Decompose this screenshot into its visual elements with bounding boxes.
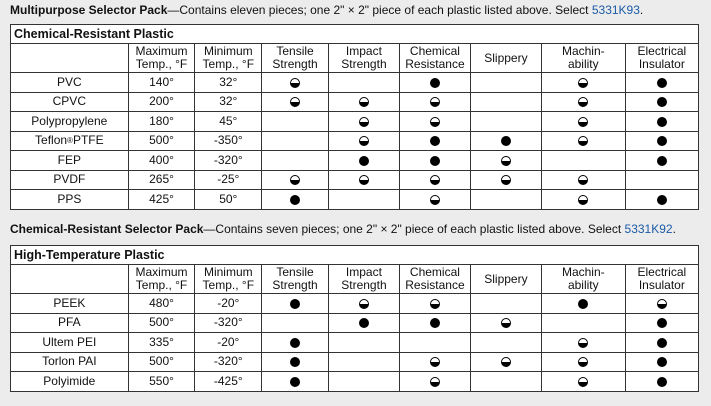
impact-mark [328, 313, 399, 333]
slippery-mark [470, 73, 541, 93]
header-line-1: Tensile [276, 44, 314, 58]
impact-mark [328, 372, 399, 392]
tensile-mark [262, 112, 329, 132]
header-line-1: Machin- [561, 265, 605, 279]
header-line-1: Electrical [637, 265, 687, 279]
tensile-mark [262, 372, 329, 392]
tensile-mark [262, 294, 329, 314]
chemical-mark [399, 294, 470, 314]
header-row [11, 44, 699, 73]
impact-mark [328, 190, 399, 210]
table-caption: Chemical-Resistant Plastic [11, 25, 699, 44]
min-temp: -320° [195, 313, 262, 333]
electrical-mark [625, 313, 698, 333]
slippery-header [470, 265, 541, 294]
tensile-mark [262, 352, 329, 372]
full-dot-icon [430, 136, 440, 146]
half-dot-icon [501, 318, 511, 328]
chemical-resistant-table [10, 24, 699, 210]
slippery-mark [470, 112, 541, 132]
registered-mark: ® [67, 136, 73, 146]
slippery-mark [470, 190, 541, 210]
header-line-1: Tensile [276, 265, 314, 279]
full-dot-icon [290, 299, 300, 309]
half-dot-icon [501, 175, 511, 185]
header-row [11, 265, 699, 294]
max-temp: 550° [128, 372, 195, 392]
plastic-name: PPS [11, 190, 129, 210]
header-line-1: Maximum [135, 265, 188, 279]
header-line-2: Strength [272, 57, 318, 71]
full-dot-icon [430, 318, 440, 328]
min-temp: 32° [195, 73, 262, 93]
table-row [11, 190, 699, 210]
half-dot-icon [359, 299, 369, 309]
chemical-mark [399, 131, 470, 151]
tensile-strength-header [262, 265, 329, 294]
header-line-2: Resistance [405, 57, 465, 71]
electrical-mark [625, 190, 698, 210]
plastic-name: PFA [11, 313, 129, 333]
max-temp-header [128, 265, 195, 294]
full-dot-icon [430, 156, 440, 166]
table-row [11, 294, 699, 314]
part-number-link[interactable]: 5331K93 [591, 3, 640, 17]
full-dot-icon [430, 78, 440, 88]
electrical-mark [625, 92, 698, 112]
machinability-mark [541, 131, 625, 151]
chemical-mark [399, 92, 470, 112]
header-line-2: Temp., °F [135, 278, 188, 292]
full-dot-icon [501, 136, 511, 146]
electrical-insulator-header [625, 265, 698, 294]
plastic-name-part: Teflon [35, 133, 68, 148]
machinability-mark [541, 170, 625, 190]
half-dot-icon [359, 117, 369, 127]
slippery-mark [470, 131, 541, 151]
table-row [11, 73, 699, 93]
part-number-link[interactable]: 5331K92 [624, 222, 673, 236]
table-row [11, 352, 699, 372]
impact-mark [328, 112, 399, 132]
half-dot-icon [578, 97, 588, 107]
tensile-mark [262, 92, 329, 112]
chemical-resistance-header [399, 265, 470, 294]
chemical-mark [399, 352, 470, 372]
slippery-mark [470, 92, 541, 112]
half-dot-icon [430, 195, 440, 205]
slippery-mark [470, 313, 541, 333]
half-dot-icon [290, 78, 300, 88]
full-dot-icon [657, 97, 667, 107]
table-row [11, 333, 699, 353]
machinability-mark [541, 190, 625, 210]
min-temp: -20° [195, 333, 262, 353]
plastic-name: FEP [11, 151, 129, 171]
header-line-1: Impact [345, 44, 382, 58]
header-line-2: Strength [341, 57, 387, 71]
full-dot-icon [657, 136, 667, 146]
max-temp: 335° [128, 333, 195, 353]
header-line-2: ability [567, 57, 599, 71]
electrical-mark [625, 73, 698, 93]
chemical-mark [399, 333, 470, 353]
half-dot-icon [359, 136, 369, 146]
machinability-mark [541, 112, 625, 132]
machinability-mark [541, 73, 625, 93]
min-temp: -425° [195, 372, 262, 392]
plastic-name: CPVC [11, 92, 129, 112]
min-temp-header [195, 265, 262, 294]
half-dot-icon [578, 195, 588, 205]
tensile-mark [262, 73, 329, 93]
min-temp: 45° [195, 112, 262, 132]
chemical-mark [399, 313, 470, 333]
table-row [11, 151, 699, 171]
electrical-mark [625, 352, 698, 372]
period: . [639, 3, 644, 17]
impact-mark [328, 151, 399, 171]
plastic-name: Torlon PAI [11, 352, 129, 372]
full-dot-icon [359, 156, 369, 166]
pack-description: —Contains eleven pieces; one 2" × 2" piece of each plastic listed above. Select [167, 3, 592, 17]
electrical-mark [625, 333, 698, 353]
plastic-name: PVDF [11, 170, 129, 190]
electrical-mark [625, 170, 698, 190]
machinability-mark [541, 352, 625, 372]
header-line-1: Chemical [409, 265, 460, 279]
header-line-2: Insulator [638, 57, 685, 71]
pack-title: Multipurpose Selector Pack [10, 3, 168, 17]
header-line-1: Impact [345, 265, 382, 279]
machinability-mark [541, 333, 625, 353]
table-row [11, 313, 699, 333]
full-dot-icon [657, 78, 667, 88]
slippery-mark [470, 170, 541, 190]
machinability-mark [541, 313, 625, 333]
header-line-1: Slippery [484, 50, 528, 65]
full-dot-icon [657, 117, 667, 127]
table-row [11, 372, 699, 392]
min-temp: -320° [195, 352, 262, 372]
header-line-2: ability [567, 278, 599, 292]
chemical-mark [399, 151, 470, 171]
header-line-1: Electrical [637, 44, 687, 58]
max-temp: 500° [128, 352, 195, 372]
header-line-2: Temp., °F [202, 278, 255, 292]
min-temp: 32° [195, 92, 262, 112]
plastic-name: Ultem PEI [11, 333, 129, 353]
max-temp: 480° [128, 294, 195, 314]
full-dot-icon [578, 299, 588, 309]
min-temp: -20° [195, 294, 262, 314]
header-line-2: Temp., °F [202, 57, 255, 71]
tensile-mark [262, 333, 329, 353]
half-dot-icon [578, 175, 588, 185]
max-temp: 140° [128, 73, 195, 93]
full-dot-icon [657, 156, 667, 166]
header-line-1: Maximum [135, 44, 188, 58]
max-temp-header [128, 44, 195, 73]
pack-title: Chemical-Resistant Selector Pack [10, 222, 204, 236]
table-row [11, 170, 699, 190]
selector-pack-note-2 [10, 222, 676, 236]
tensile-mark [262, 190, 329, 210]
electrical-mark [625, 372, 698, 392]
slippery-mark [470, 151, 541, 171]
plastic-name: PEEK [11, 294, 129, 314]
half-dot-icon [430, 377, 440, 387]
header-line-2: Strength [272, 278, 318, 292]
table-row [11, 131, 699, 151]
half-dot-icon [359, 175, 369, 185]
impact-mark [328, 352, 399, 372]
min-temp: 50° [195, 190, 262, 210]
machinability-mark [541, 151, 625, 171]
impact-strength-header [328, 44, 399, 73]
full-dot-icon [657, 377, 667, 387]
machinability-mark [541, 372, 625, 392]
chemical-mark [399, 73, 470, 93]
half-dot-icon [578, 377, 588, 387]
full-dot-icon [290, 195, 300, 205]
impact-mark [328, 333, 399, 353]
header-line-2: Temp., °F [135, 57, 188, 71]
tensile-mark [262, 313, 329, 333]
slippery-mark [470, 333, 541, 353]
impact-mark [328, 92, 399, 112]
chemical-mark [399, 372, 470, 392]
half-dot-icon [430, 97, 440, 107]
tensile-mark [262, 151, 329, 171]
impact-mark [328, 170, 399, 190]
pack-description: —Contains seven pieces; one 2" × 2" piece of each plastic listed above. Select [203, 222, 625, 236]
max-temp: 200° [128, 92, 195, 112]
half-dot-icon [657, 299, 667, 309]
min-temp: -350° [195, 131, 262, 151]
plastic-name-header [11, 44, 129, 73]
electrical-mark [625, 151, 698, 171]
electrical-insulator-header [625, 44, 698, 73]
high-temperature-table [10, 245, 699, 392]
plastic-name-header [11, 265, 129, 294]
half-dot-icon [501, 156, 511, 166]
slippery-mark [470, 352, 541, 372]
chemical-mark [399, 112, 470, 132]
impact-strength-header [328, 265, 399, 294]
full-dot-icon [290, 338, 300, 348]
header-line-1: Machin- [561, 44, 605, 58]
caption-row [11, 25, 699, 44]
machinability-mark [541, 294, 625, 314]
plastic-name: Polyimide [11, 372, 129, 392]
electrical-mark [625, 112, 698, 132]
full-dot-icon [657, 357, 667, 367]
chemical-resistance-header [399, 44, 470, 73]
table-caption: High-Temperature Plastic [11, 246, 699, 265]
electrical-mark [625, 131, 698, 151]
table-row [11, 112, 699, 132]
max-temp: 500° [128, 313, 195, 333]
chemical-mark [399, 190, 470, 210]
half-dot-icon [578, 136, 588, 146]
min-temp: -320° [195, 151, 262, 171]
half-dot-icon [578, 338, 588, 348]
machinability-mark [541, 92, 625, 112]
impact-mark [328, 73, 399, 93]
table-row [11, 92, 699, 112]
plastic-name: PVC [11, 73, 129, 93]
half-dot-icon [290, 97, 300, 107]
half-dot-icon [359, 97, 369, 107]
slippery-mark [470, 372, 541, 392]
chemical-mark [399, 170, 470, 190]
half-dot-icon [578, 117, 588, 127]
header-line-1: Chemical [409, 44, 460, 58]
half-dot-icon [430, 357, 440, 367]
header-line-2: Resistance [405, 278, 465, 292]
plastic-name-part: PTFE [72, 133, 104, 148]
header-line-2: Insulator [638, 278, 685, 292]
max-temp: 500° [128, 131, 195, 151]
half-dot-icon [578, 357, 588, 367]
tensile-strength-header [262, 44, 329, 73]
full-dot-icon [359, 318, 369, 328]
electrical-mark [625, 294, 698, 314]
period: . [672, 222, 676, 236]
half-dot-icon [501, 357, 511, 367]
tensile-mark [262, 131, 329, 151]
full-dot-icon [290, 377, 300, 387]
machinability-header [541, 265, 625, 294]
slippery-mark [470, 294, 541, 314]
caption-row [11, 246, 699, 265]
half-dot-icon [578, 78, 588, 88]
max-temp: 265° [128, 170, 195, 190]
half-dot-icon [430, 117, 440, 127]
min-temp-header [195, 44, 262, 73]
half-dot-icon [430, 299, 440, 309]
max-temp: 400° [128, 151, 195, 171]
slippery-header [470, 44, 541, 73]
min-temp: -25° [195, 170, 262, 190]
header-line-1: Minimum [203, 44, 253, 58]
tensile-mark [262, 170, 329, 190]
plastic-name: Polypropylene [11, 112, 129, 132]
machinability-header [541, 44, 625, 73]
max-temp: 180° [128, 112, 195, 132]
full-dot-icon [290, 357, 300, 367]
impact-mark [328, 294, 399, 314]
half-dot-icon [290, 175, 300, 185]
full-dot-icon [657, 195, 667, 205]
max-temp: 425° [128, 190, 195, 210]
header-line-1: Slippery [484, 271, 528, 286]
header-line-1: Minimum [203, 265, 253, 279]
plastic-name [11, 131, 129, 151]
impact-mark [328, 131, 399, 151]
header-line-2: Strength [341, 278, 387, 292]
full-dot-icon [657, 338, 667, 348]
half-dot-icon [430, 175, 440, 185]
full-dot-icon [657, 318, 667, 328]
selector-pack-note-1 [10, 3, 643, 17]
